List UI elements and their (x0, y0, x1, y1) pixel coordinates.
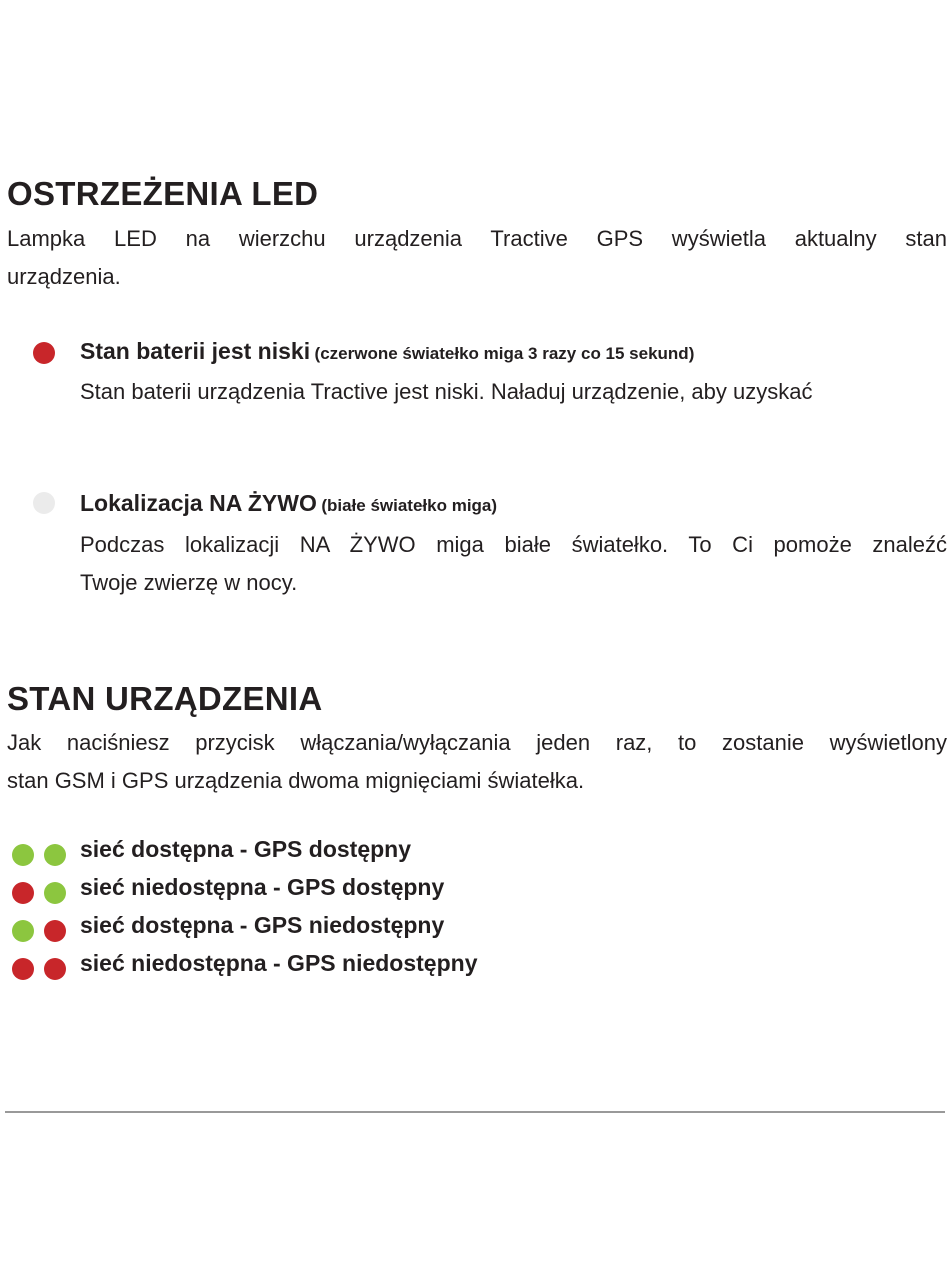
red-led-icon (12, 882, 34, 904)
live-tracking-description-line-1: Podczas lokalizacji NA ŻYWO miga białe światełko. To Ci pomoże znaleźć (80, 532, 947, 557)
device-intro-line-1: Jak naciśniesz przycisk włączania/wyłączania jeden raz, to zostanie wyświetlony (7, 730, 947, 755)
red-led-icon (33, 342, 55, 364)
live-tracking-note: (białe światełko miga) (321, 496, 498, 515)
live-tracking-description-line-2: Twoje zwierzę w nocy. (80, 570, 298, 595)
white-led-icon (33, 492, 55, 514)
low-battery-note: (czerwone światełko miga 3 razy co 15 sekund) (314, 344, 695, 363)
low-battery-description: Stan baterii urządzenia Tractive jest niski. Naładuj urządzenie, aby uzyskać (80, 379, 813, 404)
low-battery-title-row (80, 338, 694, 365)
device-status-row-label: sieć niedostępna - GPS niedostępny (80, 950, 478, 976)
live-tracking-title-row (80, 490, 497, 517)
green-led-icon (12, 920, 34, 942)
led-intro-line-2: urządzenia. (7, 264, 121, 289)
green-led-icon (44, 882, 66, 904)
footer-divider (5, 1111, 945, 1113)
device-status-heading: STAN URZĄDZENIA (7, 680, 323, 717)
device-status-row-label: sieć dostępna - GPS niedostępny (80, 912, 445, 938)
device-intro-line-2: stan GSM i GPS urządzenia dwoma mignięciami światełka. (7, 768, 585, 793)
device-status-row-label: sieć niedostępna - GPS dostępny (80, 874, 445, 900)
red-led-icon (12, 958, 34, 980)
led-warnings-heading: OSTRZEŻENIA LED (7, 175, 319, 212)
live-tracking-title: Lokalizacja NA ŻYWO (80, 490, 317, 516)
red-led-icon (44, 958, 66, 980)
red-led-icon (44, 920, 66, 942)
green-led-icon (44, 844, 66, 866)
green-led-icon (12, 844, 34, 866)
device-status-row-label: sieć dostępna - GPS dostępny (80, 836, 412, 862)
led-intro-line-1: Lampka LED na wierzchu urządzenia Tractive GPS wyświetla aktualny stan (7, 226, 947, 251)
low-battery-title: Stan baterii jest niski (80, 338, 311, 364)
